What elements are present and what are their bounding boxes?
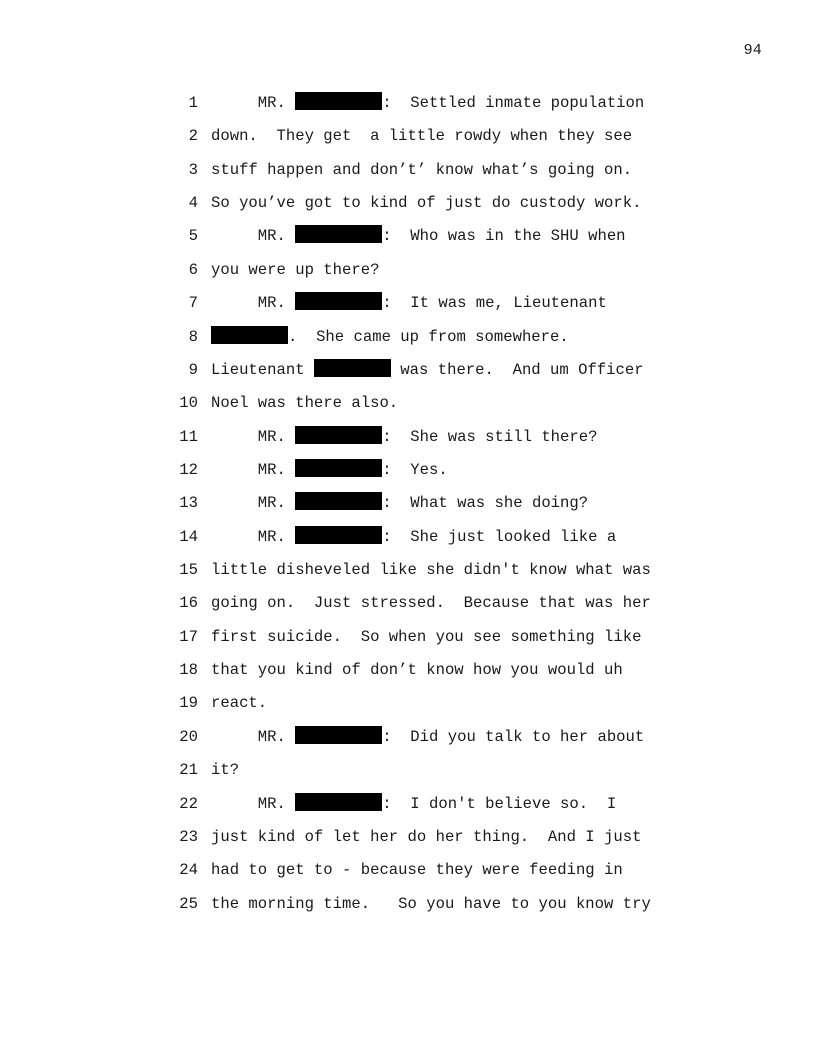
transcript-line <box>0 821 816 854</box>
line-text <box>211 220 626 253</box>
line-number: 24 <box>179 861 198 880</box>
text-segment: : Settled inmate population <box>382 94 645 112</box>
transcript-line <box>0 888 816 921</box>
text-segment: So you’ve got to kind of just do custody work. <box>211 194 642 213</box>
transcript-line <box>0 387 816 420</box>
line-number: 6 <box>188 260 198 279</box>
text-segment: MR. <box>211 727 296 746</box>
line-number: 10 <box>179 394 198 413</box>
line-text <box>211 187 641 220</box>
line-text <box>211 788 616 821</box>
redaction-box <box>295 526 382 544</box>
text-segment: MR. <box>211 527 296 546</box>
text-segment: Lieutenant <box>211 360 314 379</box>
line-text <box>211 321 569 354</box>
line-text <box>211 421 597 454</box>
line-text <box>211 754 239 787</box>
transcript-line <box>0 654 816 687</box>
text-segment: was there. And um Officer <box>390 360 644 379</box>
line-number: 17 <box>179 627 198 646</box>
redaction-box <box>295 726 382 744</box>
text-segment: just kind of let her do her thing. And I just <box>211 827 642 846</box>
text-segment: : I don't believe so. I <box>382 794 617 813</box>
text-segment: Noel was there also. <box>211 394 399 413</box>
line-text <box>211 354 644 387</box>
line-number: 5 <box>188 227 198 246</box>
line-text <box>211 387 398 420</box>
redaction-box <box>295 492 382 510</box>
line-number: 3 <box>188 160 198 179</box>
line-text <box>211 154 632 187</box>
text-segment: : What was she doing? <box>382 494 589 513</box>
text-segment: . She came up from somewhere. <box>288 327 569 346</box>
transcript-line <box>0 754 816 787</box>
line-number: 22 <box>179 794 198 813</box>
text-segment: first suicide. So when you see something like <box>211 627 642 646</box>
line-number: 16 <box>179 594 198 613</box>
transcript-line <box>0 120 816 153</box>
transcript-line <box>0 621 816 654</box>
text-segment: little disheveled like she didn't know what was <box>211 561 651 580</box>
line-text <box>211 254 379 287</box>
redaction-box <box>295 426 382 444</box>
transcript-line <box>0 254 816 287</box>
line-text <box>211 821 641 854</box>
transcript-line <box>0 487 816 520</box>
line-number: 1 <box>188 94 198 112</box>
transcript-line <box>0 287 816 320</box>
transcript-line <box>0 421 816 454</box>
text-segment: the morning time. So you have to you know try <box>211 894 651 913</box>
line-number: 19 <box>179 694 198 713</box>
line-number: 12 <box>179 460 198 479</box>
transcript-line <box>0 454 816 487</box>
redaction-box <box>295 459 382 477</box>
text-segment: going on. Just stressed. Because that was her <box>211 594 651 613</box>
text-segment: : She was still there? <box>382 427 598 446</box>
text-segment: it? <box>211 761 240 780</box>
line-number: 13 <box>179 494 198 513</box>
line-number: 11 <box>179 427 198 446</box>
transcript-line <box>0 587 816 620</box>
line-number: 7 <box>188 294 198 313</box>
line-text <box>211 654 623 687</box>
line-number: 9 <box>188 360 198 379</box>
line-number: 2 <box>188 127 198 146</box>
line-number: 20 <box>179 727 198 746</box>
text-segment: MR. <box>211 494 296 513</box>
transcript-line <box>0 554 816 587</box>
text-segment: MR. <box>211 94 296 112</box>
redaction-box <box>211 326 288 344</box>
line-text <box>211 721 644 754</box>
redaction-box <box>295 92 382 110</box>
line-number: 15 <box>179 561 198 580</box>
redaction-box <box>295 793 382 811</box>
text-segment: that you kind of don’t know how you would uh <box>211 661 623 680</box>
page-number: 94 <box>743 42 762 59</box>
text-segment: : Yes. <box>382 460 448 479</box>
transcript-line <box>0 154 816 187</box>
text-segment: had to get to - because they were feeding in <box>211 861 623 880</box>
line-number: 14 <box>179 527 198 546</box>
redaction-box <box>295 225 382 243</box>
line-number: 18 <box>179 661 198 680</box>
line-text <box>211 120 632 153</box>
text-segment: : It was me, Lieutenant <box>382 294 607 313</box>
text-segment: : She just looked like a <box>382 527 617 546</box>
transcript-line <box>0 521 816 554</box>
redaction-box <box>295 292 382 310</box>
transcript-line <box>0 354 816 387</box>
line-text <box>211 888 651 921</box>
text-segment: you were up there? <box>211 260 380 279</box>
text-segment: : Did you talk to her about <box>382 727 645 746</box>
line-text <box>211 854 623 887</box>
line-text <box>211 554 651 587</box>
line-text <box>211 521 616 554</box>
transcript-line <box>0 687 816 720</box>
transcript-line <box>0 187 816 220</box>
text-segment: MR. <box>211 794 296 813</box>
line-number: 4 <box>188 194 198 213</box>
line-text <box>211 454 448 487</box>
transcript-line <box>0 87 816 120</box>
text-segment: MR. <box>211 227 296 246</box>
line-number: 8 <box>188 327 198 346</box>
line-text <box>211 487 588 520</box>
redaction-box <box>314 359 391 377</box>
text-segment: MR. <box>211 460 296 479</box>
transcript-line <box>0 854 816 887</box>
text-segment: MR. <box>211 427 296 446</box>
text-segment: : Who was in the SHU when <box>382 227 626 246</box>
text-segment: down. They get a little rowdy when they see <box>211 127 633 146</box>
transcript-line <box>0 220 816 253</box>
line-number: 21 <box>179 761 198 780</box>
line-text <box>211 87 644 120</box>
transcript-line <box>0 721 816 754</box>
text-segment: MR. <box>211 294 296 313</box>
transcript-line <box>0 321 816 354</box>
line-text <box>211 687 267 720</box>
text-segment: stuff happen and don’t’ know what’s going on. <box>211 160 633 179</box>
line-text <box>211 621 641 654</box>
transcript-line <box>0 788 816 821</box>
line-number: 25 <box>179 894 198 913</box>
transcript-body <box>0 87 816 921</box>
line-text <box>211 287 607 320</box>
line-number: 23 <box>179 827 198 846</box>
text-segment: react. <box>211 694 268 713</box>
line-text <box>211 587 651 620</box>
